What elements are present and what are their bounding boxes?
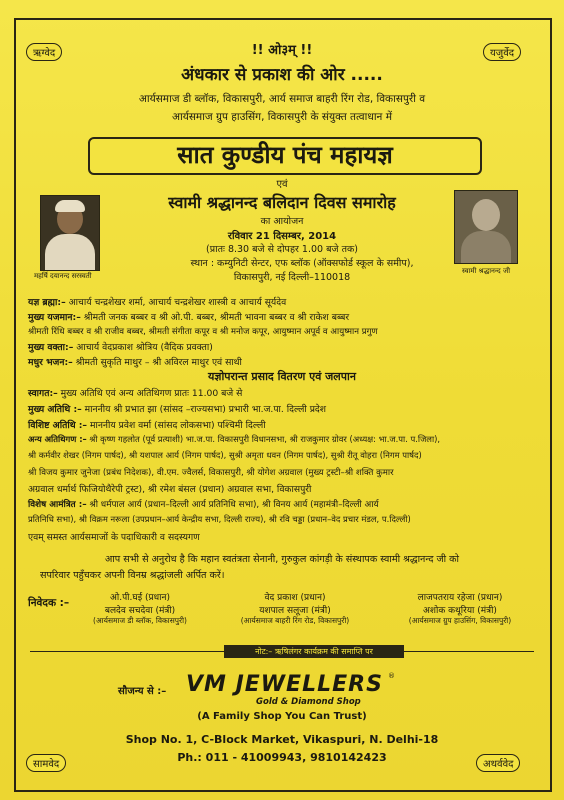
logo-tagline: Gold & Diamond Shop (256, 697, 361, 707)
appeal-line-1: आप सभी से अनुरोध है कि महान स्वतंत्रता सेनानी, गुरुकुल कांगड़ी के संस्थापक स्वामी श्रद्धानन्द जी को (105, 554, 459, 565)
caption-shraddhanand: स्वामी श्रद्धानन्द जी (462, 267, 511, 275)
nivedak-col-3: लाजपतराय रहेजा (प्रधान) अशोक कथूरिया (मंत्री) (आर्यसमाज ग्रुप हाउसिंग, विकासपुरी) (408, 593, 512, 625)
guest-others-4: अग्रवाल धर्मार्थ फिजियोथैरेपी ट्रस्ट), श्री रमेश बंसल (प्रधान) अग्रवाल सभा, विकासपुरी (28, 484, 312, 495)
prasad-heading: यज्ञोपरान्त प्रसाद वितरण एवं जलपान (208, 370, 356, 383)
event-time: (प्रातः 8.30 बजे से दोपहर 1.00 बजे तक) (206, 244, 358, 255)
guest-others-2: श्री कर्मवीर शेखर (निगम पार्षद), श्री यशपाल आर्य (निगम पार्षद), सुश्री अमृता धवन (निगम पार्षद), सुश्री रीतू वोहरा (निगम पार्षद) (28, 450, 422, 460)
guest-chief: मुख्य अतिथि :– माननीय श्री प्रभात झा (सांसद –राज्यसभा) प्रभारी भा.ज.पा. दिल्ली प्रदेश (28, 404, 327, 415)
slogan: अंधकार से प्रकाश की ओर ..... (181, 65, 383, 85)
appeal-line-2: सपरिवार पहुँचकर अपनी विनम्र श्रद्धांजली अर्पित करें। (40, 570, 225, 581)
corner-samveda: सामवेद (26, 754, 66, 772)
guest-invited-3: एवम् समस्त आर्यसमाजों के पदाधिकारी व सदस्यगण (28, 532, 200, 543)
vm-jewellers-logo: VM JEWELLERS ® (186, 672, 396, 697)
nivedak-label: निवेदक :– (28, 597, 70, 609)
event-name: स्वामी श्रद्धानन्द बलिदान दिवस समारोह (168, 193, 396, 212)
guest-invited-1: विशेष आमंत्रित :– श्री धर्मपाल आर्य (प्रधान–दिल्ली आर्य प्रतिनिधि सभा), श्री विनय आर्य (महामंत्री–दिल्ली आर्य (28, 500, 379, 510)
guest-others-3: श्री विजय कुमार जुनेजा (प्रबंध निदेशक), वी.एम. ज्वैलर्स, विकासपुरी, श्री योगेश अग्रवाल (मुख्य ट्रस्टी–श्री शक्ति कुमार (28, 468, 394, 478)
corner-yajurveda: यजुर्वेद (483, 43, 521, 61)
nivedak-col-2: वेद प्रकाश (प्रधान) यशपाल सलूजा (मंत्री) (आर्यसमाज बाहरी रिंग रोड, विकासपुरी) (240, 593, 350, 625)
corner-atharvaveda: अथर्ववेद (476, 754, 520, 772)
portrait-dayanand (40, 195, 100, 271)
role-yajman: मुख्य यजमान:– श्रीमती जनक बब्बर व श्री ओ.पी. बब्बर, श्रीमती भावना बब्बर व श्री राकेश बब्बर (28, 312, 350, 323)
corner-rigveda: ऋग्वेद (26, 43, 62, 61)
courtesy-label: सौजन्य से :– (118, 686, 167, 697)
sponsor-address: Shop No. 1, C-Block Market, Vikaspuri, N. Delhi-18 (125, 733, 439, 746)
role-vakta: मुख्य वक्ता:– आचार्य वेदप्रकाश श्रोत्रिय (वैदिक प्रवक्ता) (28, 342, 213, 353)
nivedak-col-1: ओ.पी.घई (प्रधान) बलदेव सचदेवा (मंत्री) (आर्यसमाज डी ब्लॉक, विकासपुरी) (93, 593, 187, 625)
note-bar: नोट:– ऋषिलंगर कार्यक्रम की समाप्ति पर (224, 645, 404, 658)
guest-special: विशिष्ट अतिथि :– माननीय प्रवेश वर्मा (सांसद लोकसभा) पश्चिमी दिल्ली (28, 420, 266, 431)
sponsor-tagline: (A Family Shop You Can Trust) (197, 711, 367, 722)
guest-invited-2: प्रतिनिधि सभा), श्री विक्रम नरूला (उपप्रधान–आर्य केन्द्रीय सभा, दिल्ली राज्य), श्री रवि चड्डा (प्रधान–वेद प्रचार मंडल, प.दिल्ली) (28, 514, 411, 524)
portrait-shraddhanand (454, 190, 518, 264)
caption-dayanand: महर्षि दयानन्द सरस्वती (34, 272, 92, 280)
guest-others-1: अन्य अतिथिगण :– श्री कृष्ण गहलोत (पूर्व प्रत्याशी) भा.ज.पा. विकासपुरी विधानसभा, श्री राजकुमार ग्रोवर (अध्यक्ष: भा.ज.पा. प.जिला), (28, 434, 441, 444)
role-bhajan: मधुर भजन:– श्रीमती सुकृति माथुर – श्री अविरल माथुर एवं साथी (28, 357, 242, 368)
org-line-1: आर्यसमाज डी ब्लॉक, विकासपुरी, आर्य समाज बाहरी रिंग रोड, विकासपुरी व (138, 93, 426, 105)
role-yajman-cont: श्रीमती रिंधि बब्बर व श्री राजीव बब्बर, श्रीमती संगीता कपूर व श्री मनोज कपूर, आयुष्मान अपूर्व व आयुष्मान प्रगुण (28, 327, 378, 337)
event-date: रविवार 21 दिसम्बर, 2014 (227, 231, 337, 242)
org-line-2: आर्यसमाज ग्रुप हाउसिंग, विकासपुरी के संयुक्त तत्वाधान में (172, 111, 392, 123)
guest-welcome: स्वागत:– मुख्य अतिथि एवं अन्य अतिथिगण प्रातः 11.00 बजे से (28, 388, 243, 399)
event-and: एवं (276, 179, 288, 190)
event-venue-1: स्थान : कम्युनिटी सेन्टर, एफ ब्लॉक (ऑक्सफोर्ड स्कूल के समीप), (190, 258, 414, 269)
om-heading: !! ओ३म् !! (251, 43, 313, 58)
event-organized: का आयोजन (260, 216, 304, 227)
role-yagya-brahma: यज्ञ ब्रह्मा:– आचार्य चन्द्रशेखर शर्मा, आचार्य चन्द्रशेखर शास्त्री व आचार्य सूर्यदेव (28, 297, 287, 308)
event-venue-2: विकासपुरी, नई दिल्ली–110018 (233, 272, 351, 283)
sponsor-phone: Ph.: 011 - 41009943, 9810142423 (177, 751, 387, 764)
main-title: सात कुण्डीय पंच महायज्ञ (88, 137, 482, 175)
